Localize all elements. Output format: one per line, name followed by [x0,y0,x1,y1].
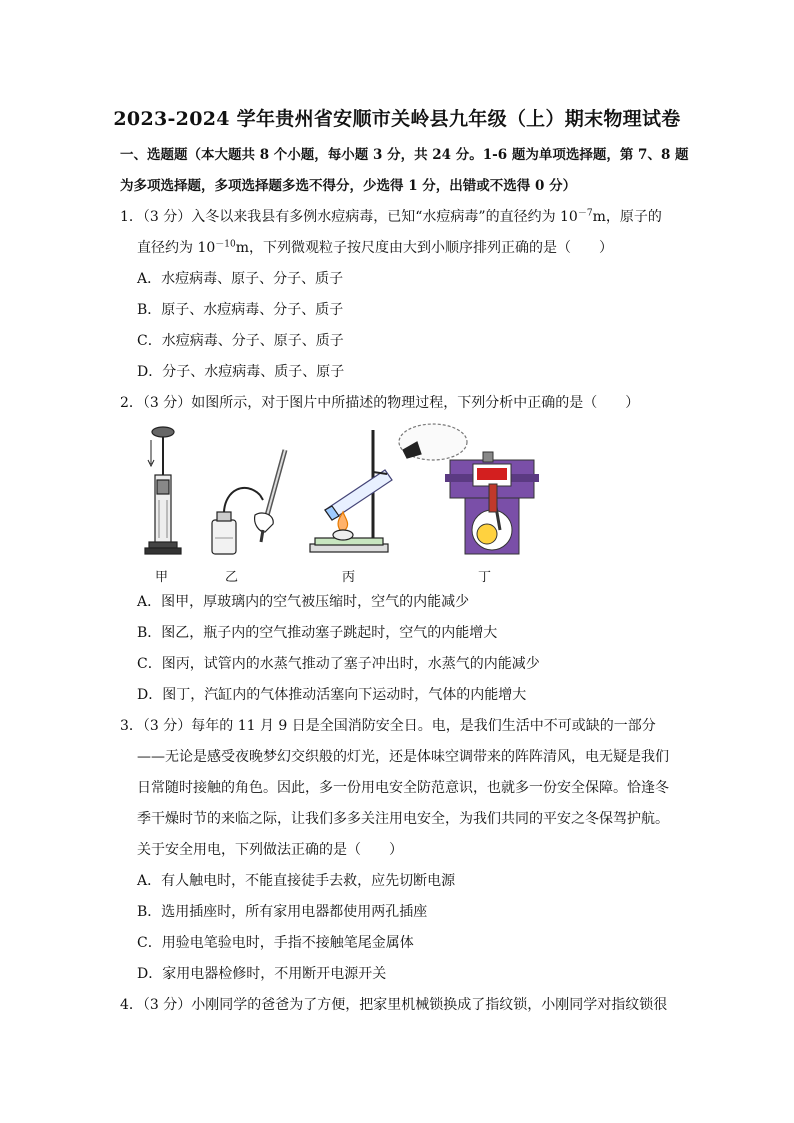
question-3-option-d[interactable]: D．家用电器检修时，不用断开电源开关 [137,966,387,982]
question-3-line-2: ——无论是感受夜晚梦幻交织般的灯光，还是体味空调带来的阵阵清风，电无疑是我们 [137,749,669,765]
figure-label-yi: 乙 [225,570,239,585]
section-header-line-1: 一、选题题（本大题共 8 个小题，每小题 3 分，共 24 分。1-6 题为单项选择题，第 7、8 题 [120,147,689,163]
question-3-line-3: 日常随时接触的角色。因此，多一份用电安全防范意识，也就多一份安全保障。恰逢冬 [137,780,669,796]
exponent: －7 [577,208,593,219]
figure-label-ding: 丁 [478,570,492,585]
question-1-text-b: m，原子的 [592,209,662,225]
experiment-illustrations [135,420,475,565]
question-2 [120,388,685,419]
question-2-option-a[interactable]: A．图甲，厚玻璃内的空气被压缩时，空气的内能减少 [137,594,470,610]
question-1-number: 1．（3 分） [120,209,192,225]
question-1-continuation [137,233,687,264]
question-2-option-b[interactable]: B．图乙，瓶子内的空气推动塞子跳起时，空气的内能增大 [137,625,498,641]
figure-label-bing: 丙 [342,570,356,585]
question-1-text-a: 入冬以来我县有多例水痘病毒，已知“水痘病毒”的直径约为 10 [191,209,578,225]
question-3-line-5: 关于安全用电，下列做法正确的是（ ） [137,842,403,858]
section-header [120,140,690,202]
question-3-option-c[interactable]: C．用验电笔验电时，手指不接触笔尾金属体 [137,935,414,951]
question-2-number: 2．（3 分） [120,395,192,411]
question-2-option-d[interactable]: D．图丁，汽缸内的气体推动活塞向下运动时，气体的内能增大 [137,687,527,703]
question-1-option-c[interactable]: C．水痘病毒、分子、原子、质子 [137,333,344,349]
question-1-text-c: 直径约为 10 [137,240,216,256]
question-1 [120,202,685,233]
question-1-option-a[interactable]: A．水痘病毒、原子、分子、质子 [137,271,344,287]
figure-ding-engine-cylinder [445,450,540,565]
question-3-line-4: 季干燥时节的来临之际，让我们多多关注用电安全，为我们共同的平安之冬保驾护航。 [137,811,669,827]
question-4-number: 4．（3 分） [120,997,192,1013]
question-2-option-c[interactable]: C．图丙，试管内的水蒸气推动了塞子冲出时，水蒸气的内能减少 [137,656,540,672]
question-1-option-d[interactable]: D．分子、水痘病毒、质子、原子 [137,364,345,380]
question-4 [120,990,685,1021]
section-header-line-2: 为多项选择题，多项选择题多选不得分，少选得 1 分，出错或不选得 0 分） [120,178,577,194]
question-1-option-b[interactable]: B．原子、水痘病毒、分子、质子 [137,302,344,318]
figure-bing-test-tube-heating [310,424,467,552]
exam-title: 2023-2024 学年贵州省安顺市关岭县九年级（上）期末物理试卷 [113,108,681,130]
question-2-figure [135,420,475,590]
figure-jia-compression-cylinder [145,427,181,554]
figure-yi-bottle-pump [212,450,285,554]
question-3 [120,711,685,742]
question-1-text-d: m，下列微观粒子按尺度由大到小顺序排列正确的是（ ） [235,240,613,256]
question-4-text: 小刚同学的爸爸为了方便，把家里机械锁换成了指纹锁，小刚同学对指纹锁很 [191,997,668,1013]
exponent: －10 [215,239,236,250]
question-2-text: 如图所示，对于图片中所描述的物理过程，下列分析中正确的是（ ） [191,395,640,411]
question-3-number: 3．（3 分） [120,718,192,734]
question-3-option-a[interactable]: A．有人触电时，不能直接徒手去救，应先切断电源 [137,873,456,889]
question-3-line-1: 每年的 11 月 9 日是全国消防安全日。电，是我们生活中不可或缺的一部分 [191,718,656,734]
question-3-option-b[interactable]: B．选用插座时，所有家用电器都使用两孔插座 [137,904,428,920]
figure-label-jia: 甲 [155,570,169,585]
